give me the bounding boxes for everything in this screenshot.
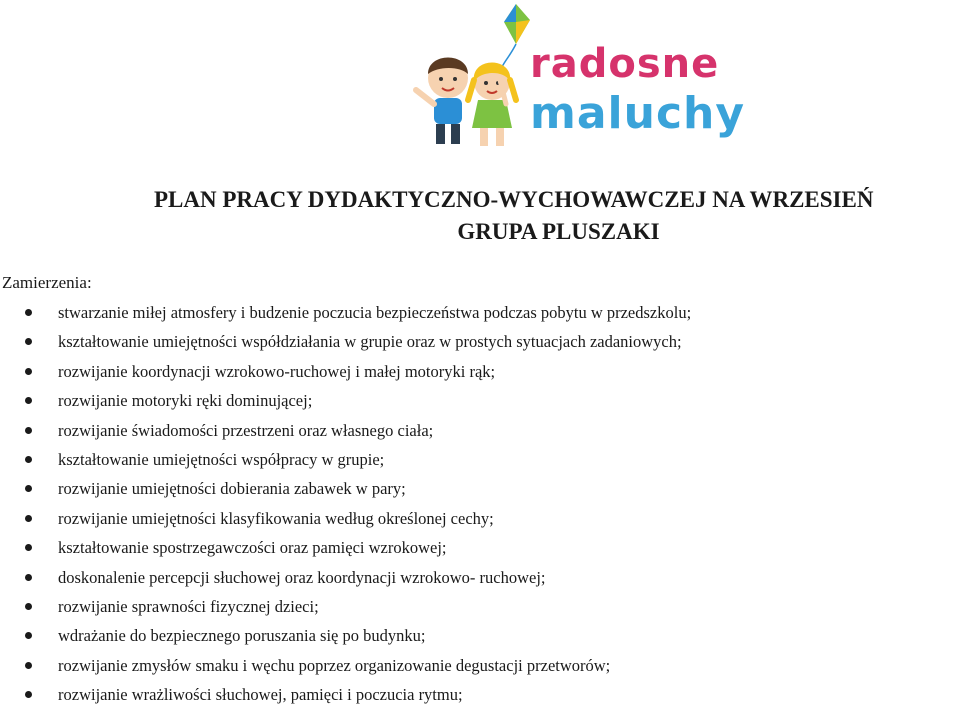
bullet-icon: [25, 574, 32, 581]
list-item: [0, 504, 960, 533]
bullet-icon: [25, 691, 32, 698]
section-label: Zamierzenia:: [2, 273, 92, 292]
list-item: [0, 621, 960, 650]
bullet-icon: [25, 368, 32, 375]
goal-text: doskonalenie percepcji słuchowej oraz koordynacji wzrokowo- ruchowej;: [58, 567, 546, 587]
list-item: [0, 416, 960, 445]
bullet-icon: [25, 544, 32, 551]
bullet-icon: [25, 603, 32, 610]
list-item: [0, 533, 960, 562]
logo-word-maluchy: maluchy: [530, 88, 746, 139]
bullet-icon: [25, 309, 32, 316]
goal-text: rozwijanie świadomości przestrzeni oraz własnego ciała;: [58, 420, 434, 440]
bullet-icon: [25, 338, 32, 345]
bullet-icon: [25, 515, 32, 522]
goal-text: kształtowanie spostrzegawczości oraz pamięci wzrokowej;: [58, 538, 447, 558]
list-item: [0, 680, 960, 709]
bullet-icon: [25, 662, 32, 669]
bullet-icon: [25, 632, 32, 639]
goal-text: rozwijanie sprawności fizycznej dzieci;: [58, 596, 319, 616]
goal-text: rozwijanie motoryki ręki dominującej;: [58, 391, 313, 411]
list-item: [0, 386, 960, 415]
list-item: [0, 563, 960, 592]
goal-text: rozwijanie umiejętności dobierania zabawek w pary;: [58, 479, 406, 499]
goal-text: rozwijanie koordynacji wzrokowo-ruchowej i małej motoryki rąk;: [58, 361, 496, 381]
goal-text: kształtowanie umiejętności współpracy w grupie;: [58, 449, 385, 469]
list-item: [0, 474, 960, 503]
children-with-kite-icon: [408, 0, 533, 152]
bullet-icon: [25, 397, 32, 404]
bullet-icon: [25, 427, 32, 434]
list-item: [0, 357, 960, 386]
goal-text: stwarzanie miłej atmosfery i budzenie poczucia bezpieczeństwa podczas pobytu w przedszkolu;: [58, 303, 692, 322]
list-item: [0, 327, 960, 356]
list-item: [0, 445, 960, 474]
goal-text: rozwijanie zmysłów smaku i węchu poprzez organizowanie degustacji przetworów;: [58, 655, 611, 675]
goal-text: wdrażanie do bezpiecznego poruszania się po budynku;: [58, 626, 426, 646]
logo-word-radosne: radosne: [530, 41, 720, 87]
list-item: [0, 651, 960, 680]
goal-text: rozwijanie wrażliwości słuchowej, pamięci i poczucia rytmu;: [58, 685, 463, 705]
document-subtitle: GRUPA PLUSZAKI: [457, 219, 660, 244]
document-title: PLAN PRACY DYDAKTYCZNO-WYCHOWAWCZEJ NA WRZESIEŃ: [154, 187, 874, 212]
bullet-icon: [25, 456, 32, 463]
goal-text: rozwijanie umiejętności klasyfikowania według określonej cechy;: [58, 508, 494, 528]
logo: [408, 0, 746, 152]
goal-text: kształtowanie umiejętności współdziałania w grupie oraz w prostych sytuacjach zadaniowych;: [58, 332, 682, 352]
bullet-icon: [25, 485, 32, 492]
list-item: [0, 298, 960, 327]
goals-list: [0, 298, 960, 709]
list-item: [0, 592, 960, 621]
